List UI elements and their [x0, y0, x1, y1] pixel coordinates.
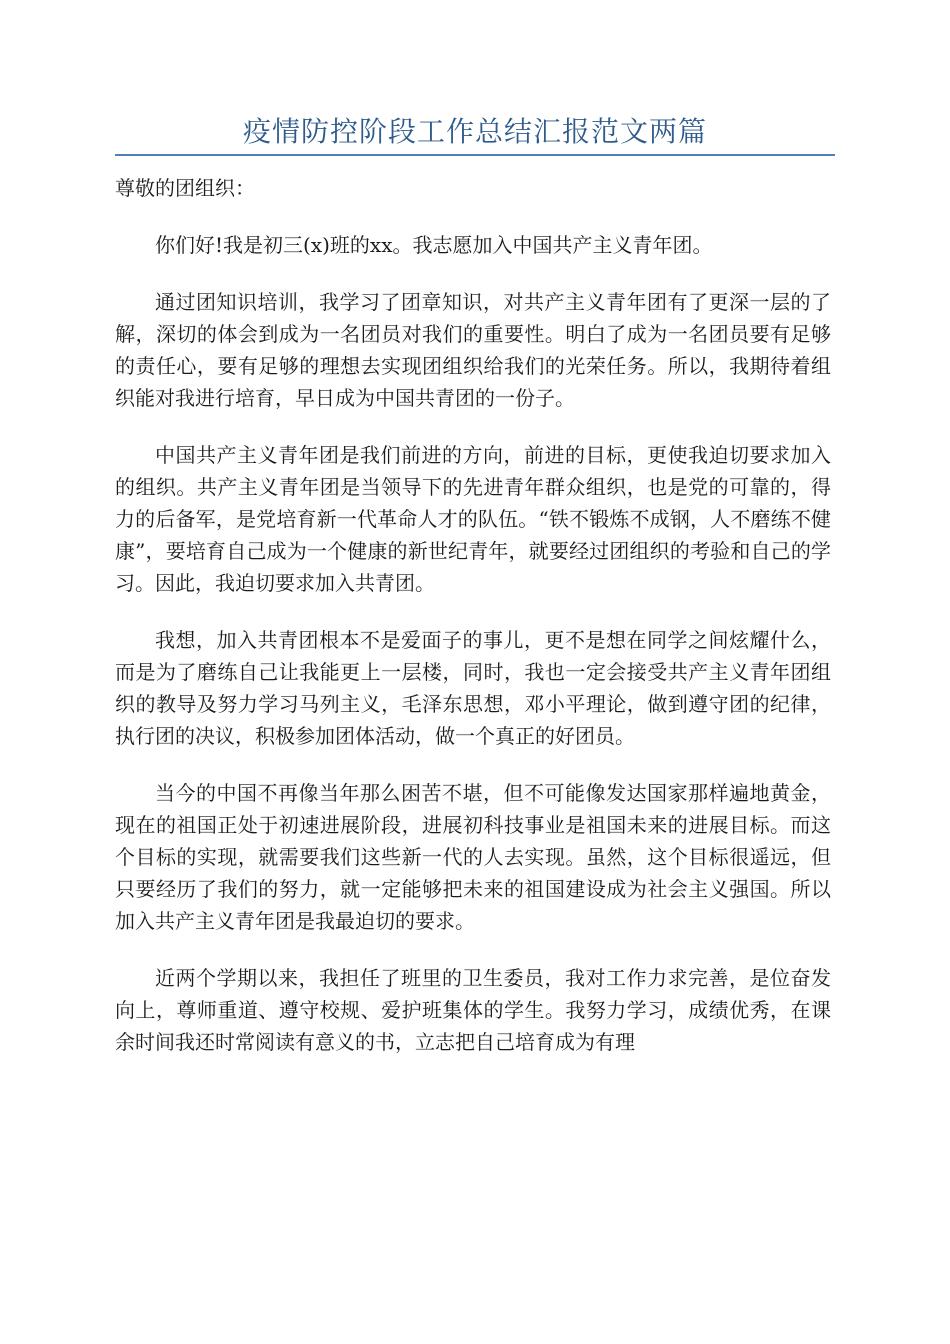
- title-underline: [115, 154, 835, 156]
- paragraph-5: 当今的中国不再像当年那么困苦不堪，但不可能像发达国家那样遍地黄金，现在的祖国正处于初速进展阶段，进展初科技事业是祖国未来的进展目标。而这个目标的实现，就需要我们这些新一代的人去实现。虽然，这个目标很遥远，但只要经历了我们的努力，就一定能够把未来的祖国建设成为社会主义强国。所以加入共产主义青年团是我最迫切的要求。: [115, 781, 831, 933]
- document-title: 疫情防控阶段工作总结汇报范文两篇: [242, 115, 707, 148]
- paragraph-4: 我想，加入共青团根本不是爱面子的事儿，更不是想在同学之间炫耀什么，而是为了磨练自己让我能更上一层楼，同时，我也一定会接受共产主义青年团组织的教导及努力学习马列主义，毛泽东思想，邓小平理论，做到遵守团的纪律，执行团的决议，积极参加团体活动，做一个真正的好团员。: [115, 628, 831, 748]
- paragraph-2: 通过团知识培训，我学习了团章知识，对共产主义青年团有了更深一层的了解，深切的体会到成为一名团员对我们的重要性。明白了成为一名团员要有足够的责任心，要有足够的理想去实现团组织给我们的光荣任务。所以，我期待着组织能对我进行培育，早日成为中国共青团的一份子。: [115, 290, 831, 410]
- paragraph-1: 你们好!我是初三(x)班的xx。我志愿加入中国共产主义青年团。: [155, 233, 713, 257]
- document-body: [115, 172, 831, 1083]
- paragraph-6: 近两个学期以来，我担任了班里的卫生委员，我对工作力求完善，是位奋发向上，尊师重道、遵守校规、爱护班集体的学生。我努力学习，成绩优秀，在课余时间我还时常阅读有意义的书，立志把自己培育成为有理: [115, 966, 831, 1054]
- salutation: 尊敬的团组织：: [115, 176, 255, 200]
- paragraph-3: 中国共产主义青年团是我们前进的方向，前进的目标，更使我迫切要求加入的组织。共产主义青年团是当领导下的先进青年群众组织，也是党的可靠的，得力的后备军，是党培育新一代革命人才的队伍。“铁不锻炼不成钢，人不磨练不健康”，要培育自己成为一个健康的新世纪青年，就要经过团组织的考验和自己的学习。因此，我迫切要求加入共青团。: [115, 443, 831, 595]
